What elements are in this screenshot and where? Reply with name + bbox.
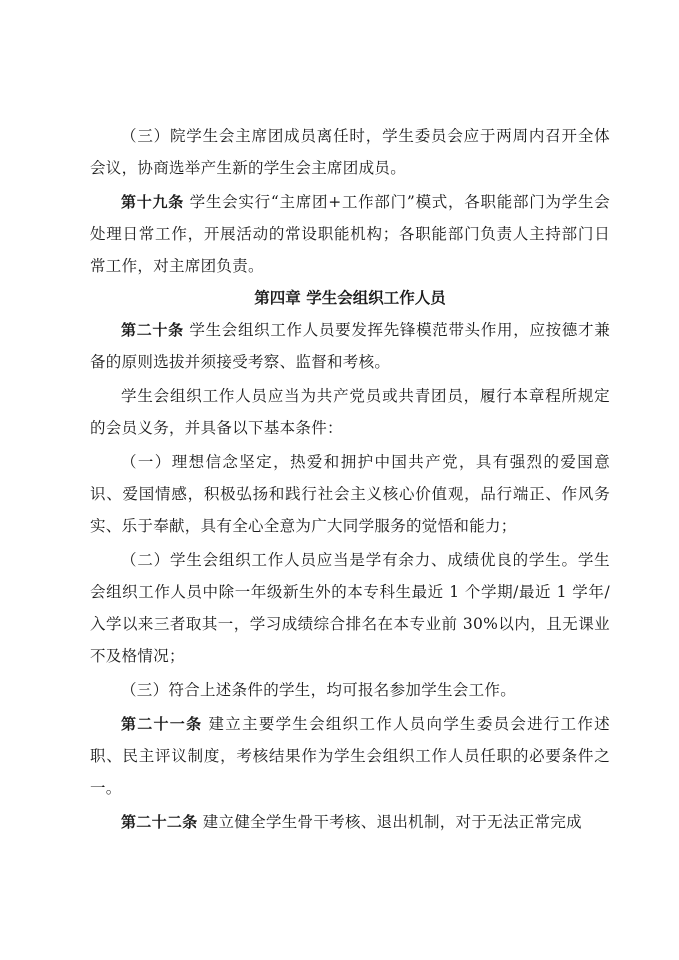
article-number: 第二十一条	[121, 715, 203, 733]
paragraph	[90, 186, 610, 282]
article-number: 第十九条	[121, 193, 184, 211]
paragraph	[90, 806, 610, 838]
paragraph-text: （一）理想信念坚定，热爱和拥护中国共产党，具有强烈的爱国意识、爱国情感，积极弘扬和践行社会主义核心价值观，品行端正、作风务实、乐于奉献，具有全心全意为广大同学服务的觉悟和能力；	[90, 453, 610, 535]
paragraph-text: （三）院学生会主席团成员离任时，学生委员会应于两周内召开全体会议，协商选举产生新的学生会主席团成员。	[90, 127, 610, 177]
paragraph	[90, 708, 610, 804]
paragraph	[90, 446, 610, 542]
chapter-heading: 第四章 学生会组织工作人员	[254, 289, 446, 307]
paragraph	[90, 544, 610, 672]
paragraph-text: 建立健全学生骨干考核、退出机制，对于无法正常完成	[197, 813, 582, 831]
article-number: 第二十条	[121, 321, 184, 339]
paragraph	[90, 380, 610, 444]
paragraph-text: 学生会组织工作人员要发挥先锋模范带头作用，应按德才兼备的原则选拔并须接受考察、监督和考核。	[90, 321, 611, 371]
document-body	[90, 120, 610, 838]
paragraph-text: （三）符合上述条件的学生，均可报名参加学生会工作。	[121, 681, 517, 699]
paragraph-text: 学生会组织工作人员应当为共产党员或共青团员，履行本章程所规定的会员义务，并具备以下基本条件：	[90, 387, 610, 437]
paragraph-text: （二）学生会组织工作人员应当是学有余力、成绩优良的学生。学生会组织工作人员中除一年级新生外的本专科生最近 1 个学期/最近 1 学年/入学以来三者取其一，学习成绩综合排名在本专业前 30%以内，且无课业不及格情况；	[90, 551, 610, 665]
paragraph	[90, 674, 610, 706]
paragraph	[90, 120, 610, 184]
article-number: 第二十二条	[121, 813, 198, 831]
paragraph	[90, 314, 610, 378]
paragraph-text: 学生会实行“主席团+工作部门”模式，各职能部门为学生会处理日常工作，开展活动的常设职能机构；各职能部门负责人主持部门日常工作，对主席团负责。	[90, 193, 610, 275]
paragraph-text: 建立主要学生会组织工作人员向学生委员会进行工作述职、民主评议制度，考核结果作为学生会组织工作人员任职的必要条件之一。	[90, 715, 610, 797]
